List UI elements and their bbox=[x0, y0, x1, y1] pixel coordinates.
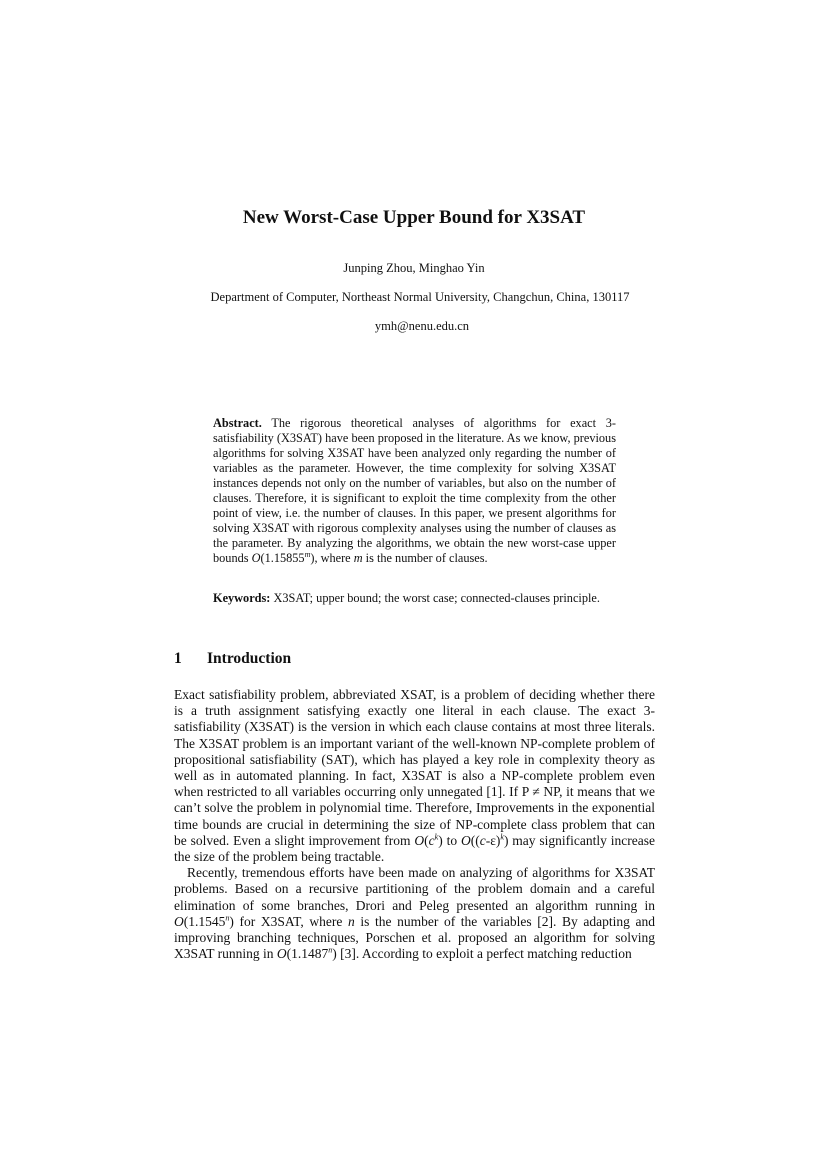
section-heading bbox=[174, 650, 291, 668]
math-base: (1.1545 bbox=[183, 913, 226, 929]
math-n: n bbox=[347, 913, 355, 929]
paragraph-text: Exact satisfiability problem, abbreviated XSAT, is a problem of deciding whether there is a truth assignment satisfying exactly one literal in each clause. The exact 3-satisfiability (X3SAT) is the version in which each clause contains at most three literals. The X3SAT problem is an important variant of the well-known NP-complete problem of propositional satisfiability (SAT), which has played a key role in complexity theory as well as in automated planning. In fact, X3SAT is also a NP-complete problem even when restricted to all variables occurring only unnegated [1]. If P ≠ NP, it means that we can’t solve the problem in polynomial time. Therefore, Improvements in the exponential time bounds are crucial in determining the size of NP-complete class problem that can be solved. Even a slight improvement from bbox=[174, 687, 655, 848]
math-exponent-n: n bbox=[225, 913, 230, 923]
math-c: c bbox=[479, 832, 486, 848]
math-exponent-k: k bbox=[434, 832, 439, 842]
math-paren: ( bbox=[424, 832, 429, 848]
paper-affiliation: Department of Computer, Northeast Normal University, Changchun, China, 130117 bbox=[210, 290, 630, 304]
paragraph-text: ) [3]. According to exploit a perfect matching reduction bbox=[332, 946, 632, 962]
math-o: O bbox=[276, 946, 287, 962]
section-number: 1 bbox=[174, 650, 182, 667]
abstract-label: Abstract. bbox=[213, 416, 262, 430]
section-title: Introduction bbox=[207, 650, 292, 667]
abstract-bound-o: O bbox=[251, 550, 261, 565]
math-o: O bbox=[414, 832, 425, 848]
math-c: c bbox=[428, 832, 435, 848]
paper-title: New Worst-Case Upper Bound for X3SAT bbox=[242, 207, 586, 228]
paper-authors: Junping Zhou, Minghao Yin bbox=[343, 261, 485, 275]
abstract-text-end: is the number of clauses. bbox=[362, 550, 488, 565]
abstract-text: The rigorous theoretical analyses of algorithms for exact 3-satisfiability (X3SAT) have been proposed in the literature. As we know, previous algorithms for solving X3SAT have been analyzed only regarding the number of variables as the parameter. However, the time complexity for solving X3SAT instances depends not only on the number of variables, but also on the number of clauses. Therefore, it is significant to exploit the time complexity from the other point of view, i.e. the number of clauses. In this paper, we present algorithms for solving X3SAT with rigorous complexity analyses using the number of clauses as the parameter. By analyzing the algorithms, we obtain the new worst-case upper bounds bbox=[213, 416, 616, 565]
keywords-line bbox=[213, 591, 623, 606]
abstract-bound-base: (1.15855 bbox=[260, 550, 305, 565]
abstract-bound-exponent: m bbox=[304, 549, 311, 559]
paragraph-text: ) to bbox=[438, 832, 461, 848]
paragraph bbox=[174, 865, 655, 962]
paragraph-text: ) for X3SAT, where bbox=[229, 913, 348, 929]
body-text bbox=[174, 687, 655, 962]
math-epsilon: -ε) bbox=[485, 832, 501, 848]
math-exponent-k: k bbox=[500, 832, 504, 842]
keywords-text: X3SAT; upper bound; the worst case; connected-clauses principle. bbox=[270, 591, 600, 605]
paragraph-text: Recently, tremendous efforts have been made on analyzing of algorithms for X3SAT problems. Based on a recursive partitioning of the problem domain and a careful elimination of some branches, Drori and Peleg presented an algorithm running in bbox=[174, 865, 655, 913]
paragraph bbox=[174, 687, 655, 865]
math-base: (1.1487 bbox=[286, 946, 329, 962]
math-paren: (( bbox=[470, 832, 480, 848]
keywords-label: Keywords: bbox=[213, 591, 271, 605]
abstract-block bbox=[213, 416, 616, 566]
abstract-bound-close: ), where bbox=[310, 550, 354, 565]
math-o: O bbox=[174, 913, 184, 929]
paragraph-text: is the number of the variables [2]. By adapting and improving branching techniques, Porschen et al. proposed an algorithm for solving X3SAT running in bbox=[174, 913, 655, 962]
math-o: O bbox=[460, 832, 471, 848]
math-exponent-n: n bbox=[328, 945, 333, 955]
author-email: ymh@nenu.edu.cn bbox=[374, 319, 470, 333]
abstract-m-variable: m bbox=[353, 550, 363, 565]
paragraph-text: ) may significantly increase the size of the problem being tractable. bbox=[174, 832, 655, 865]
